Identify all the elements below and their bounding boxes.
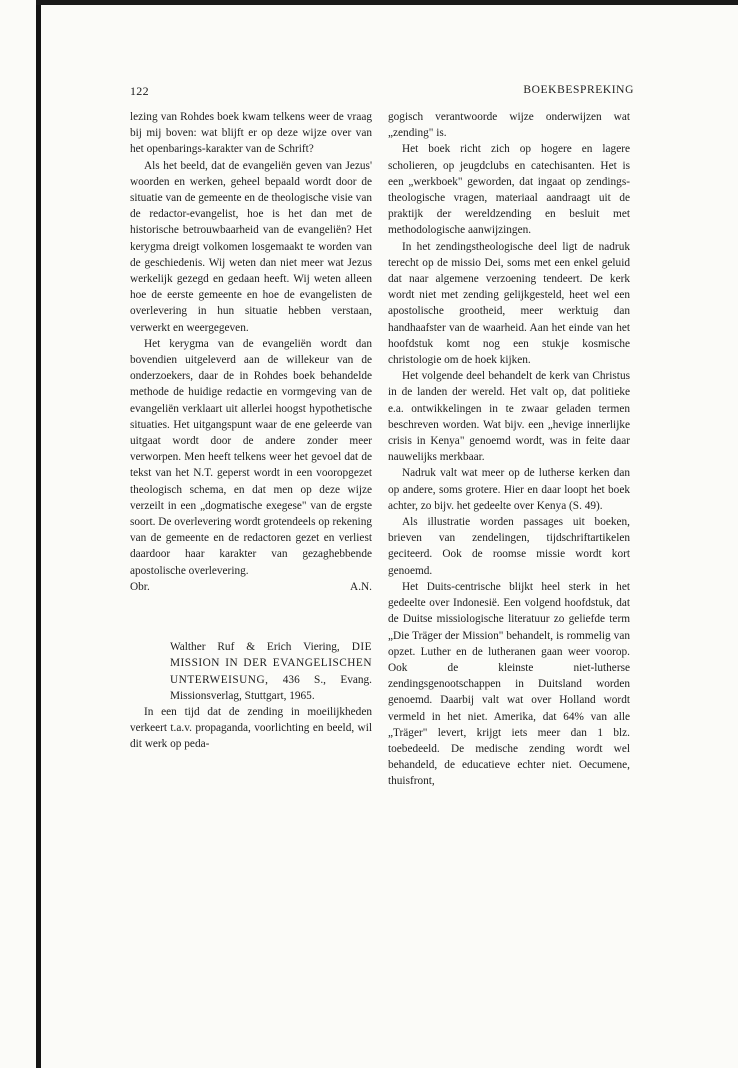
review-signature bbox=[130, 579, 372, 595]
bibliographic-entry bbox=[170, 639, 372, 704]
paragraph: gogisch verantwoorde wijze onderwijzen wat „zending" is. bbox=[388, 111, 630, 140]
paragraph: Het kerygma van de evangeliën wordt dan bovendien uitgeleverd aan de willekeur van de onderzoekers, daar de in Rohdes boek behandelde methode de huidige redactie en vormgeving van de evangeliën verklaart uit allerlei hoogst hypothetische situaties. Het uitgangspunt waar de ene geleerde van uitgaat wordt door de andere zonder meer verworpen. Men heeft telkens weer het gevoel dat de tekst van het N.T. geperst wordt in een vooropgezet theologisch schema, en dat men op deze wijze verzeilt in een „dogmatische exegese" van de ergste soort. De overlevering wordt grotendeels op rekening van de gemeente en de redactoren gezet en verliest daardoor haar karakter van gezaghebbende apostolische overlevering. bbox=[130, 337, 372, 577]
paragraph: Het boek richt zich op hogere en lagere scholieren, op jeugdclubs en catechisanten. Het is een „werkboek" geworden, dat ingaat op zendings-theologische vragen, materiaal aandraagt uit de praktijk der wereldzending en besluit met methodologische aanwijzingen. bbox=[388, 143, 630, 237]
bib-title: DIE MISSION IN DER EVANGELISCHEN UNTERWEISUNG, bbox=[170, 641, 373, 686]
scan-edge-left bbox=[36, 0, 41, 1068]
signature-left: Obr. bbox=[130, 580, 150, 593]
paragraph: Nadruk valt wat meer op de lutherse kerken dan op andere, soms grotere. Hier en daar loopt het boek achter, zo bijv. het gedeelte over Kenya (S. 49). bbox=[388, 467, 630, 512]
page-number: 122 bbox=[130, 84, 149, 98]
paragraph: In een tijd dat de zending in moeilijkheden verkeert t.a.v. propaganda, voorlichting en beeld, wil dit werk op peda- bbox=[130, 705, 372, 751]
right-column bbox=[388, 109, 630, 790]
running-head: BOEKBESPREKING bbox=[523, 84, 634, 96]
scan-edge-top bbox=[36, 0, 738, 5]
paragraph: Als illustratie worden passages uit boeken, brieven van zendelingen, tijdschriftartikelen geciteerd. Ook de roomse missie wordt kort genoemd. bbox=[388, 516, 630, 577]
paragraph: Als het beeld, dat de evangeliën geven van Jezus' woorden en werken, geheel bepaald wordt door de situatie van de gemeente en de theologische visie van de redactor-evangelist, hoe is het dan met de historische betrouwbaarheid van de evangeliën? Het kerygma dreigt volkomen losgemaakt te worden van de geschiedenis. Wij weten dan niet meer wat Jezus werkelijk gezegd en gedaan heeft. Wij weten alleen hoe de eerste gemeente en hoe de evangelisten de overlevering in hun situatie hebben verstaan, verwerkt en weergegeven. bbox=[130, 159, 372, 334]
paragraph: Het Duits-centrische blijkt heel sterk in het gedeelte over Indonesië. Een volgend hoofdstuk, dat de Duitse missiologische literatuur zo geliefde term „Die Träger der Mission" behandelt, is rommelig van opzet. Luther en de lutheranen gaan weer voorop. Ook de kleinste niet-lutherse zendingsgenootschappen in Duitsland worden genoemd. Daarbij valt wat over Holland wordt vermeld in het niet. Amerika, dat 64% van alle „Träger" levert, krijgt iets meer dan 1 blz. toebedeeld. De medische zending wordt wel behandeld, de educatieve echter niet. Oecumene, thuisfront, bbox=[388, 580, 630, 788]
paragraph: lezing van Rohdes boek kwam telkens weer de vraag bij mij boven: wat blijft er op deze wijze over van het openbarings-karakter van de Schrift? bbox=[130, 111, 372, 156]
left-column bbox=[130, 109, 372, 753]
paragraph: In het zendingstheologische deel ligt de nadruk terecht op de missio Dei, soms met een enkel geluid dat naar algemene verzoening tendeert. De kerk wordt niet met zending gelijkgesteld, heet wel een apostolische grootheid, meer werktuig dan handhaafster van de waarheid. Aan het einde van het hoofdstuk komt nog een stukje kosmische christologie om de hoek kijken. bbox=[388, 240, 630, 367]
signature-right: A.N. bbox=[350, 580, 372, 593]
bib-authors: Walther Ruf & Erich Viering, bbox=[170, 641, 340, 654]
paragraph: Het volgende deel behandelt de kerk van Christus in de landen der wereld. Het valt op, dat politieke e.a. ontwikkelingen in te zwaar geladen termen beschreven worden. Wat bijv. een „hevige innerlijke crisis in Kenya" genoemd wordt, was in feite daar nauwelijks merkbaar. bbox=[388, 370, 630, 464]
bib-details: 436 S., Evang. Missionsverlag, Stuttgart, 1965. bbox=[170, 673, 373, 702]
